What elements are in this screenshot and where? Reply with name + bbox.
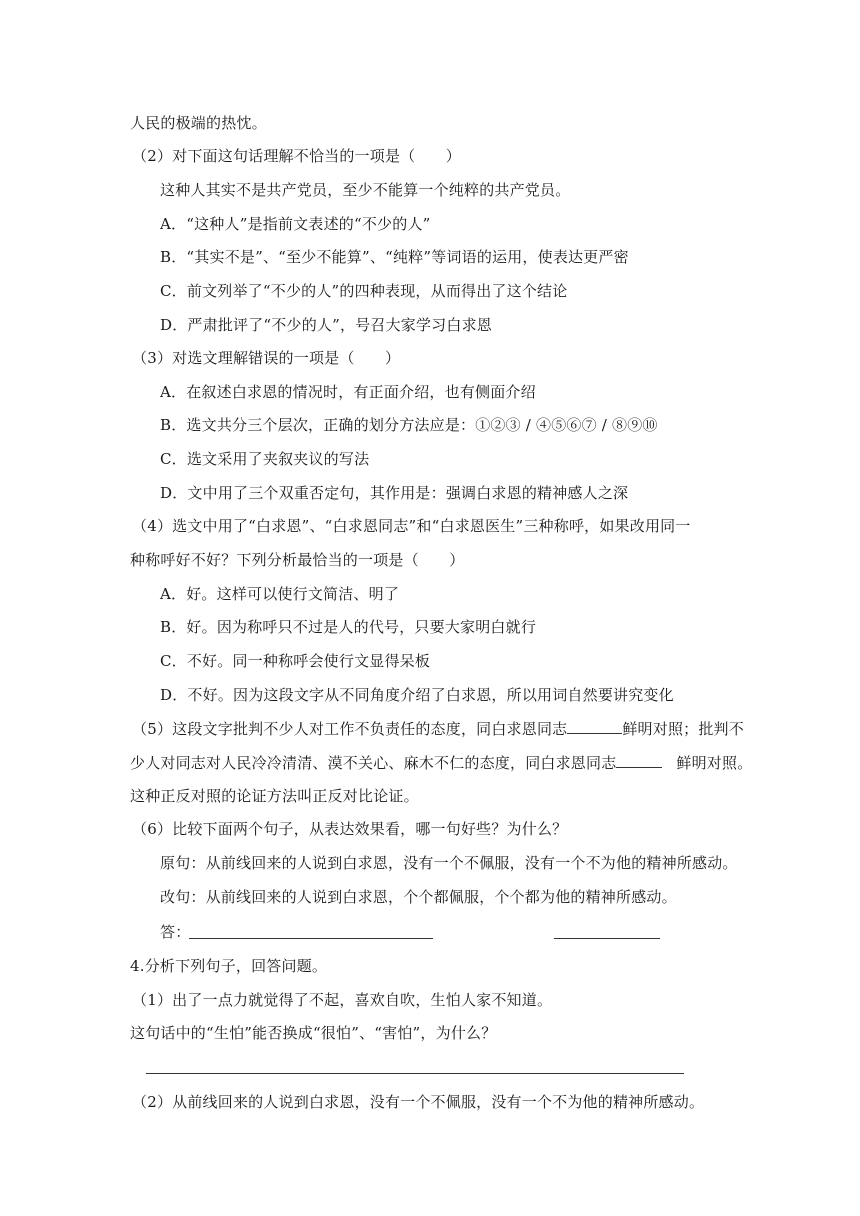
- q3-option-b: B．选文共分三个层次，正确的划分方法应是：①②③ / ④⑤⑥⑦ / ⑧⑨⑩: [160, 416, 658, 434]
- question-2-stem: （2）对下面这句话理解不恰当的一项是（ ）: [132, 147, 461, 165]
- q2-option-b: B．“其实不是”、“至少不能算”、“纯粹”等词语的运用，使表达更严密: [160, 248, 629, 266]
- section-4-question-2: （2）从前线回来的人说到白求恩，没有一个不佩服，没有一个不为他的精神所感动。: [132, 1093, 705, 1111]
- section-4-heading: 4.分析下列句子，回答问题。: [130, 957, 328, 975]
- q2-option-a: A．“这种人”是指前文表述的“不少的人”: [160, 215, 431, 233]
- quoted-sentence: 这种人其实不是共产党员，至少不能算一个纯粹的共产党员。: [160, 181, 571, 199]
- q2-option-d: D．严肃批评了“不少的人”，号召大家学习白求恩: [160, 316, 492, 334]
- revised-sentence: 改句：从前线回来的人说到白求恩，个个都佩服，个个都为他的精神所感动。: [160, 888, 677, 906]
- original-sentence: 原句：从前线回来的人说到白求恩，没有一个不佩服，没有一个不为他的精神所感动。: [160, 854, 738, 872]
- question-4-stem: （4）选文中用了“白求恩”、“白求恩同志”和“白求恩医生”三种称呼，如果改用同一: [132, 517, 691, 535]
- q4-option-a: A．好。这样可以使行文简洁、明了: [160, 585, 400, 603]
- section-4-question-1: （1）出了一点力就觉得了不起，喜欢自吹，生怕人家不知道。: [132, 991, 553, 1009]
- question-5-line-2: [130, 752, 752, 772]
- answer-blank-1[interactable]: [567, 718, 622, 734]
- answer-line-1[interactable]: [189, 938, 433, 939]
- question-5-line-1: [132, 718, 744, 738]
- question-3-stem: （3）对选文理解错误的一项是（ ）: [132, 349, 401, 367]
- question-5-line-3: 这种正反对照的论证方法叫正反对比论证。: [130, 787, 419, 805]
- q4-option-c: C．不好。同一种称呼会使行文显得呆板: [160, 652, 431, 670]
- q4-option-d: D．不好。因为这段文字从不同角度介绍了白求恩，所以用词自然要讲究变化: [160, 686, 674, 704]
- section-4-question-1-prompt: 这句话中的“生怕”能否换成“很怕”、“害怕”，为什么？: [130, 1024, 497, 1042]
- answer-line-3[interactable]: [146, 1073, 684, 1074]
- answer-line-2[interactable]: [554, 938, 660, 939]
- answer-label: 答：: [160, 923, 191, 941]
- answer-blank-2[interactable]: [616, 752, 662, 768]
- question-6-stem: （6）比较下面两个句子，从表达效果看，哪一句好些？为什么？: [132, 820, 568, 838]
- question-5-text-b: 鲜明对照；批判不: [622, 720, 744, 738]
- question-5-text-c: 少人对同志对人民冷冷清清、漠不关心、麻木不仁的态度，同白求恩同志: [130, 754, 617, 772]
- question-5-text-d: 鲜明对照。: [676, 754, 753, 772]
- q3-option-c: C．选文采用了夹叙夹议的写法: [160, 450, 370, 468]
- question-4-stem-cont: 种称呼好不好？下列分析最恰当的一项是（ ）: [130, 551, 465, 569]
- text-line: 人民的极端的热忱。: [130, 114, 267, 132]
- q3-option-d: D．文中用了三个双重否定句，其作用是：强调白求恩的精神感人之深: [160, 484, 629, 502]
- q3-option-a: A．在叙述白求恩的情况时，有正面介绍，也有侧面介绍: [160, 383, 536, 401]
- question-5-text-a: （5）这段文字批判不少人对工作不负责任的态度，同白求恩同志: [132, 720, 568, 738]
- q4-option-b: B．好。因为称呼只不过是人的代号，只要大家明白就行: [160, 618, 537, 636]
- q2-option-c: C．前文列举了“不少的人”的四种表现，从而得出了这个结论: [160, 282, 568, 300]
